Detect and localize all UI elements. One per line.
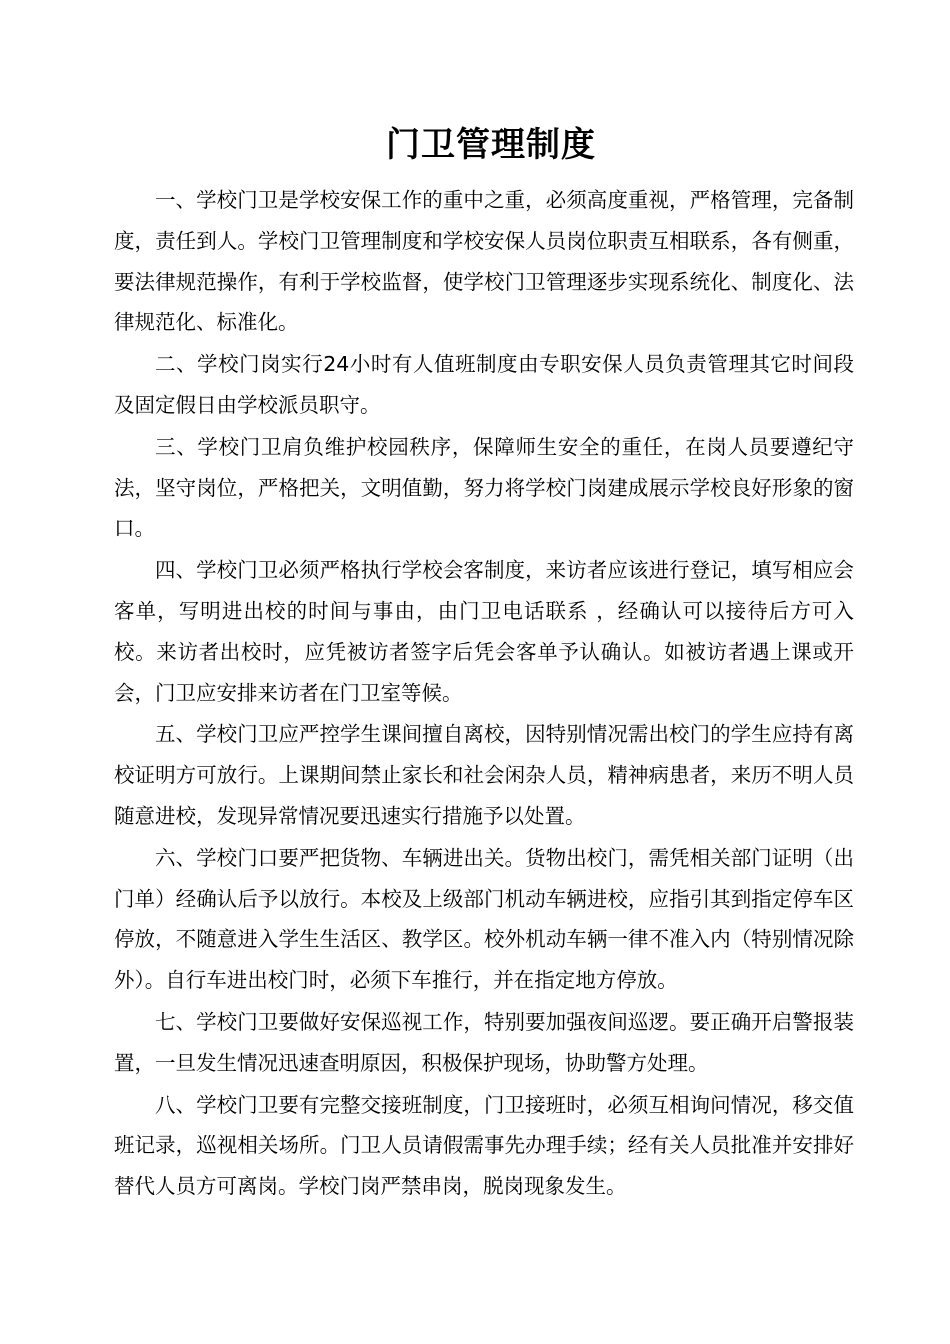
- paragraph-7: 七、学校门卫要做好安保巡视工作，特别要加强夜间巡逻。要正确开启警报装置，一旦发生情况迅速查明原因，积极保护现场，协助警方处理。: [114, 1009, 854, 1075]
- paragraph-1: 一、学校门卫是学校安保工作的重中之重，必须高度重视，严格管理，完备制度，责任到人。学校门卫管理制度和学校安保人员岗位职责互相联系，各有侧重，要法律规范操作，有利于学校监督，使学校门卫管理逐步实现系统化、制度化、法律规范化、标准化。: [114, 188, 854, 335]
- paragraph-6: 六、学校门口要严把货物、车辆进出关。货物出校门，需凭相关部门证明（出门单）经确认后予以放行。本校及上级部门机动车辆进校，应指引其到指定停车区停放，不随意进入学生生活区、教学区。校外机动车辆一律不准入内（特别情况除外）。自行车进出校门时，必须下车推行，并在指定地方停放。: [114, 845, 854, 993]
- paragraph-4: 四、学校门卫必须严格执行学校会客制度，来访者应该进行登记，填写相应会客单，写明进出校的时间与事由，由门卫电话联系 ，经确认可以接待后方可入校。来访者出校时，应凭被访者签字后凭会客单予认确认。如被访者遇上课或开会，门卫应安排来访者在门卫室等候。: [114, 558, 854, 705]
- paragraph-8: 八、学校门卫要有完整交接班制度，门卫接班时，必须互相询问情况，移交值班记录，巡视相关场所。门卫人员请假需事先办理手续；经有关人员批准并安排好替代人员方可离岗。学校门岗严禁串岗，脱岗现象发生。: [114, 1092, 854, 1199]
- document-title: 门卫管理制度: [386, 125, 596, 165]
- paragraph-5: 五、学校门卫应严控学生课间擅自离校，因特别情况需出校门的学生应持有离校证明方可放行。上课期间禁止家长和社会闲杂人员，精神病患者，来历不明人员随意进校，发现异常情况要迅速实行措施予以处置。: [114, 722, 854, 828]
- paragraph-3: 三、学校门卫肩负维护校园秩序，保障师生安全的重任，在岗人员要遵纪守法，坚守岗位，严格把关，文明值勤，努力将学校门岗建成展示学校良好形象的窗口。: [114, 434, 854, 541]
- paragraph-2: 二、学校门岗实行24小时有人值班制度由专职安保人员负责管理其它时间段及固定假日由学校派员职守。: [114, 352, 854, 417]
